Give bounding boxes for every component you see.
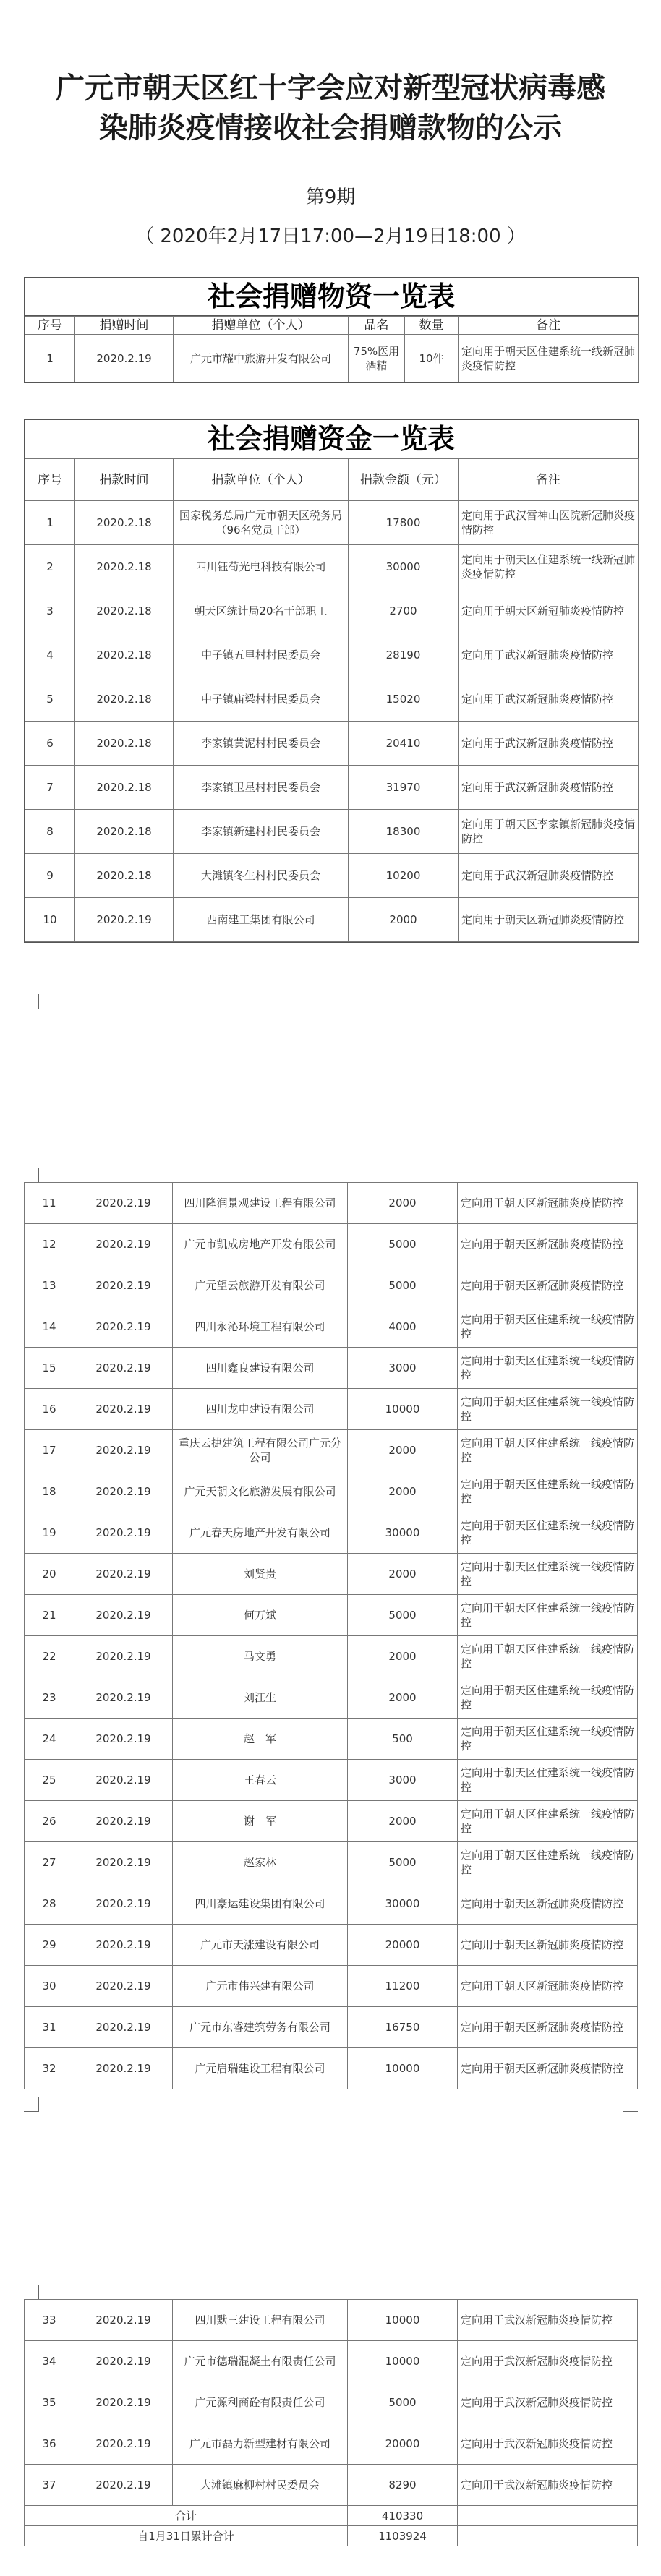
funds-cell-note: 定向用于朝天区住建系统一线疫情防控 bbox=[458, 1554, 638, 1595]
funds-cell-index: 26 bbox=[25, 1801, 74, 1842]
goods-table bbox=[25, 316, 639, 382]
table-row bbox=[25, 2300, 638, 2341]
table-row bbox=[25, 1883, 638, 1925]
goods-cell-note: 定向用于朝天区住建系统一线新冠肺炎疫情防控 bbox=[459, 335, 639, 382]
table-row bbox=[25, 1760, 638, 1801]
funds-cell-amount: 2000 bbox=[349, 898, 459, 942]
funds-cell-index: 15 bbox=[25, 1348, 74, 1389]
goods-cell-quantity: 10件 bbox=[405, 335, 459, 382]
funds-cell-note: 定向用于朝天区新冠肺炎疫情防控 bbox=[458, 2007, 638, 2048]
funds-cell-donor: 何万斌 bbox=[173, 1595, 348, 1636]
funds-cell-index: 6 bbox=[25, 722, 75, 766]
funds-cell-date: 2020.2.19 bbox=[74, 2382, 173, 2423]
funds-cell-donor: 四川龙申建设有限公司 bbox=[173, 1389, 348, 1430]
table-row bbox=[25, 1842, 638, 1883]
total-value: 410330 bbox=[348, 2506, 458, 2526]
funds-cell-donor: 中子镇五里村村民委员会 bbox=[174, 633, 349, 677]
funds-cell-note: 定向用于朝天区住建系统一线疫情防控 bbox=[458, 1348, 638, 1389]
title-line-2: 染肺炎疫情接收社会捐赠款物的公示 bbox=[99, 111, 562, 145]
page-corner-mark bbox=[24, 2097, 39, 2112]
funds-cell-note: 定向用于朝天区新冠肺炎疫情防控 bbox=[458, 1925, 638, 1966]
total-note bbox=[458, 2506, 638, 2526]
table-row bbox=[25, 1224, 638, 1265]
funds-cell-amount: 2000 bbox=[348, 1183, 458, 1224]
funds-cell-note: 定向用于朝天区住建系统一线疫情防控 bbox=[458, 1430, 638, 1471]
funds-table-page-3 bbox=[24, 2299, 638, 2546]
funds-cell-index: 2 bbox=[25, 545, 75, 589]
funds-cell-amount: 20410 bbox=[349, 722, 459, 766]
funds-cell-index: 4 bbox=[25, 633, 75, 677]
funds-cell-donor: 王春云 bbox=[173, 1760, 348, 1801]
funds-cell-note: 定向用于武汉新冠肺炎疫情防控 bbox=[459, 854, 639, 898]
funds-cell-index: 31 bbox=[25, 2007, 74, 2048]
cumulative-value: 1103924 bbox=[348, 2526, 458, 2546]
funds-cell-index: 32 bbox=[25, 2048, 74, 2089]
funds-cell-amount: 15020 bbox=[349, 677, 459, 722]
goods-cell-index: 1 bbox=[25, 335, 75, 382]
goods-header-row bbox=[25, 317, 639, 335]
funds-cell-amount: 2000 bbox=[348, 1554, 458, 1595]
funds-cell-note: 定向用于朝天区住建系统一线疫情防控 bbox=[458, 1677, 638, 1719]
page-corner-mark bbox=[623, 1168, 638, 1183]
funds-cell-amount: 2000 bbox=[348, 1677, 458, 1719]
funds-cell-index: 9 bbox=[25, 854, 75, 898]
funds-cell-donor: 大滩镇麻柳村村民委员会 bbox=[173, 2465, 348, 2506]
funds-cell-donor: 广元源利商砼有限责任公司 bbox=[173, 2382, 348, 2423]
funds-cell-amount: 2000 bbox=[348, 1636, 458, 1677]
funds-cell-note: 定向用于武汉新冠肺炎疫情防控 bbox=[458, 2465, 638, 2506]
funds-cell-index: 37 bbox=[25, 2465, 74, 2506]
funds-cell-donor: 广元市磊力新型建材有限公司 bbox=[173, 2423, 348, 2465]
goods-col-note: 备注 bbox=[459, 317, 639, 335]
funds-col-donor: 捐款单位（个人） bbox=[174, 459, 349, 501]
funds-cell-index: 29 bbox=[25, 1925, 74, 1966]
funds-table-page-2 bbox=[24, 1182, 638, 2089]
funds-cell-index: 33 bbox=[25, 2300, 74, 2341]
table-row bbox=[25, 1389, 638, 1430]
funds-cell-donor: 四川鑫良建设有限公司 bbox=[173, 1348, 348, 1389]
table-row bbox=[25, 810, 639, 854]
funds-cell-date: 2020.2.19 bbox=[74, 1430, 173, 1471]
goods-col-date: 捐赠时间 bbox=[75, 317, 174, 335]
funds-cell-donor: 四川钰荀光电科技有限公司 bbox=[174, 545, 349, 589]
funds-cell-amount: 3000 bbox=[348, 1760, 458, 1801]
funds-cell-amount: 2000 bbox=[348, 1471, 458, 1512]
funds-cell-amount: 10000 bbox=[348, 2300, 458, 2341]
table-row bbox=[25, 1183, 638, 1224]
total-label: 合计 bbox=[25, 2506, 348, 2526]
table-row bbox=[25, 1348, 638, 1389]
funds-cell-note: 定向用于朝天区新冠肺炎疫情防控 bbox=[458, 1265, 638, 1306]
funds-cell-date: 2020.2.18 bbox=[75, 545, 174, 589]
funds-cell-index: 34 bbox=[25, 2341, 74, 2382]
table-row bbox=[25, 633, 639, 677]
issue-number: 第9期 bbox=[305, 187, 356, 208]
funds-cell-index: 7 bbox=[25, 766, 75, 810]
funds-section bbox=[24, 419, 639, 943]
funds-cell-index: 5 bbox=[25, 677, 75, 722]
table-row bbox=[25, 898, 639, 942]
funds-cell-note: 定向用于武汉新冠肺炎疫情防控 bbox=[459, 633, 639, 677]
funds-cell-date: 2020.2.19 bbox=[74, 2465, 173, 2506]
funds-cell-amount: 4000 bbox=[348, 1306, 458, 1348]
funds-cell-date: 2020.2.19 bbox=[74, 1224, 173, 1265]
table-row bbox=[25, 1471, 638, 1512]
funds-cell-date: 2020.2.18 bbox=[75, 722, 174, 766]
funds-cell-amount: 10000 bbox=[348, 2048, 458, 2089]
funds-cell-donor: 广元市德瑞混凝土有限责任公司 bbox=[173, 2341, 348, 2382]
funds-cell-date: 2020.2.19 bbox=[74, 2300, 173, 2341]
table-row bbox=[25, 1512, 638, 1554]
funds-cell-date: 2020.2.19 bbox=[74, 2341, 173, 2382]
funds-cell-date: 2020.2.19 bbox=[74, 1265, 173, 1306]
funds-cell-date: 2020.2.19 bbox=[74, 1512, 173, 1554]
table-row bbox=[25, 589, 639, 633]
funds-cell-index: 25 bbox=[25, 1760, 74, 1801]
funds-cell-index: 16 bbox=[25, 1389, 74, 1430]
funds-cell-index: 28 bbox=[25, 1883, 74, 1925]
funds-cell-donor: 广元市凯成房地产开发有限公司 bbox=[173, 1224, 348, 1265]
funds-cell-amount: 16750 bbox=[348, 2007, 458, 2048]
table-row bbox=[25, 1966, 638, 2007]
table-row bbox=[25, 2423, 638, 2465]
funds-cell-date: 2020.2.19 bbox=[74, 1677, 173, 1719]
table-row bbox=[25, 2007, 638, 2048]
funds-cell-date: 2020.2.18 bbox=[75, 677, 174, 722]
funds-cell-date: 2020.2.18 bbox=[75, 810, 174, 854]
funds-cell-note: 定向用于朝天区住建系统一线疫情防控 bbox=[458, 1801, 638, 1842]
funds-cell-date: 2020.2.19 bbox=[74, 1719, 173, 1760]
funds-col-note: 备注 bbox=[459, 459, 639, 501]
funds-cell-note: 定向用于朝天区住建系统一线疫情防控 bbox=[458, 1636, 638, 1677]
funds-cell-index: 3 bbox=[25, 589, 75, 633]
funds-table-page-1 bbox=[25, 458, 639, 942]
table-row bbox=[25, 1306, 638, 1348]
cumulative-label: 自1月31日累计合计 bbox=[25, 2526, 348, 2546]
funds-cell-amount: 20000 bbox=[348, 1925, 458, 1966]
funds-cell-donor: 谢 军 bbox=[173, 1801, 348, 1842]
funds-cell-date: 2020.2.19 bbox=[74, 2048, 173, 2089]
funds-cell-donor: 刘贤贵 bbox=[173, 1554, 348, 1595]
funds-cell-amount: 20000 bbox=[348, 2423, 458, 2465]
funds-cell-amount: 5000 bbox=[348, 1842, 458, 1883]
funds-cell-amount: 5000 bbox=[348, 1265, 458, 1306]
funds-cell-donor: 李家镇黄泥村村民委员会 bbox=[174, 722, 349, 766]
funds-cell-note: 定向用于武汉新冠肺炎疫情防控 bbox=[458, 2423, 638, 2465]
funds-cell-donor: 广元春天房地产开发有限公司 bbox=[173, 1512, 348, 1554]
funds-cell-donor: 刘江生 bbox=[173, 1677, 348, 1719]
table-row bbox=[25, 1801, 638, 1842]
funds-cell-donor: 大滩镇冬生村村民委员会 bbox=[174, 854, 349, 898]
table-row bbox=[25, 766, 639, 810]
funds-cell-note: 定向用于武汉新冠肺炎疫情防控 bbox=[459, 722, 639, 766]
funds-cell-index: 11 bbox=[25, 1183, 74, 1224]
funds-cell-index: 21 bbox=[25, 1595, 74, 1636]
funds-cell-date: 2020.2.18 bbox=[75, 501, 174, 545]
funds-cell-note: 定向用于朝天区住建系统一线疫情防控 bbox=[458, 1842, 638, 1883]
funds-cell-amount: 30000 bbox=[349, 545, 459, 589]
funds-cell-amount: 2700 bbox=[349, 589, 459, 633]
goods-col-index: 序号 bbox=[25, 317, 75, 335]
funds-cell-date: 2020.2.19 bbox=[74, 2007, 173, 2048]
funds-cell-index: 19 bbox=[25, 1512, 74, 1554]
funds-cell-date: 2020.2.19 bbox=[74, 1966, 173, 2007]
funds-cell-amount: 8290 bbox=[348, 2465, 458, 2506]
funds-cell-amount: 10000 bbox=[348, 2341, 458, 2382]
funds-cell-date: 2020.2.19 bbox=[74, 2423, 173, 2465]
cumulative-row bbox=[25, 2526, 638, 2546]
funds-cell-donor: 广元市东睿建筑劳务有限公司 bbox=[173, 2007, 348, 2048]
funds-cell-donor: 四川永沁环境工程有限公司 bbox=[173, 1306, 348, 1348]
table-row bbox=[25, 1677, 638, 1719]
page-corner-mark bbox=[24, 2285, 39, 2300]
funds-cell-note: 定向用于朝天区住建系统一线新冠肺炎疫情防控 bbox=[459, 545, 639, 589]
table-row bbox=[25, 1595, 638, 1636]
funds-cell-donor: 赵家林 bbox=[173, 1842, 348, 1883]
funds-cell-amount: 5000 bbox=[348, 1224, 458, 1265]
funds-cell-donor: 广元启瑞建设工程有限公司 bbox=[173, 2048, 348, 2089]
funds-cell-amount: 500 bbox=[348, 1719, 458, 1760]
funds-cell-date: 2020.2.19 bbox=[74, 1760, 173, 1801]
funds-cell-date: 2020.2.18 bbox=[75, 633, 174, 677]
funds-cell-amount: 17800 bbox=[349, 501, 459, 545]
funds-cell-donor: 赵 军 bbox=[173, 1719, 348, 1760]
funds-cell-donor: 广元市伟兴建有限公司 bbox=[173, 1966, 348, 2007]
funds-cell-date: 2020.2.19 bbox=[74, 1636, 173, 1677]
table-row bbox=[25, 2382, 638, 2423]
funds-cell-donor: 中子镇庙梁村村民委员会 bbox=[174, 677, 349, 722]
funds-cell-note: 定向用于朝天区住建系统一线疫情防控 bbox=[458, 1512, 638, 1554]
period-range: （ 2020年2月17日17:00—2月19日18:00 ） bbox=[135, 226, 526, 247]
funds-col-date: 捐款时间 bbox=[75, 459, 174, 501]
funds-cell-note: 定向用于朝天区新冠肺炎疫情防控 bbox=[458, 1224, 638, 1265]
funds-cell-date: 2020.2.19 bbox=[75, 898, 174, 942]
funds-cell-index: 18 bbox=[25, 1471, 74, 1512]
funds-cell-donor: 广元市天涨建设有限公司 bbox=[173, 1925, 348, 1966]
funds-cell-date: 2020.2.19 bbox=[74, 1883, 173, 1925]
funds-cell-amount: 5000 bbox=[348, 1595, 458, 1636]
table-row bbox=[25, 1636, 638, 1677]
funds-cell-amount: 10200 bbox=[349, 854, 459, 898]
funds-cell-donor: 四川隆润景观建设工程有限公司 bbox=[173, 1183, 348, 1224]
funds-cell-date: 2020.2.19 bbox=[74, 1389, 173, 1430]
funds-cell-index: 22 bbox=[25, 1636, 74, 1677]
page-corner-mark bbox=[24, 994, 39, 1009]
goods-col-item: 品名 bbox=[349, 317, 405, 335]
funds-cell-donor: 四川默三建设工程有限公司 bbox=[173, 2300, 348, 2341]
goods-heading: 社会捐赠物资一览表 bbox=[25, 277, 638, 316]
funds-cell-donor: 李家镇卫星村村民委员会 bbox=[174, 766, 349, 810]
funds-cell-donor: 西南建工集团有限公司 bbox=[174, 898, 349, 942]
funds-cell-donor: 李家镇新建村村民委员会 bbox=[174, 810, 349, 854]
page-corner-mark bbox=[623, 2097, 638, 2112]
funds-cell-date: 2020.2.19 bbox=[74, 1348, 173, 1389]
page-corner-mark bbox=[623, 2285, 638, 2300]
goods-cell-donor: 广元市耀中旅游开发有限公司 bbox=[174, 335, 349, 382]
table-row bbox=[25, 2341, 638, 2382]
funds-cell-amount: 28190 bbox=[349, 633, 459, 677]
table-row bbox=[25, 1265, 638, 1306]
funds-cell-date: 2020.2.19 bbox=[74, 1925, 173, 1966]
funds-cell-note: 定向用于武汉新冠肺炎疫情防控 bbox=[458, 2382, 638, 2423]
funds-cell-index: 27 bbox=[25, 1842, 74, 1883]
funds-cell-note: 定向用于朝天区住建系统一线疫情防控 bbox=[458, 1471, 638, 1512]
funds-header-row bbox=[25, 459, 639, 501]
funds-cell-donor: 朝天区统计局20名干部职工 bbox=[174, 589, 349, 633]
funds-cell-note: 定向用于朝天区新冠肺炎疫情防控 bbox=[459, 898, 639, 942]
funds-cell-date: 2020.2.19 bbox=[74, 1801, 173, 1842]
funds-cell-amount: 2000 bbox=[348, 1430, 458, 1471]
goods-col-donor: 捐赠单位（个人） bbox=[174, 317, 349, 335]
funds-cell-date: 2020.2.18 bbox=[75, 766, 174, 810]
funds-cell-note: 定向用于朝天区住建系统一线疫情防控 bbox=[458, 1760, 638, 1801]
funds-cell-date: 2020.2.19 bbox=[74, 1306, 173, 1348]
funds-cell-donor: 广元望云旅游开发有限公司 bbox=[173, 1265, 348, 1306]
funds-cell-note: 定向用于朝天区新冠肺炎疫情防控 bbox=[458, 1883, 638, 1925]
funds-cell-amount: 5000 bbox=[348, 2382, 458, 2423]
funds-heading: 社会捐赠资金一览表 bbox=[25, 419, 638, 458]
funds-cell-date: 2020.2.18 bbox=[75, 854, 174, 898]
funds-cell-amount: 10000 bbox=[348, 1389, 458, 1430]
funds-cell-donor: 重庆云捷建筑工程有限公司广元分公司 bbox=[173, 1430, 348, 1471]
funds-cell-amount: 30000 bbox=[348, 1512, 458, 1554]
table-row bbox=[25, 677, 639, 722]
table-row bbox=[25, 2048, 638, 2089]
goods-col-quantity: 数量 bbox=[405, 317, 459, 335]
funds-cell-note: 定向用于朝天区住建系统一线疫情防控 bbox=[458, 1719, 638, 1760]
page-corner-mark bbox=[24, 1168, 39, 1183]
funds-cell-note: 定向用于朝天区新冠肺炎疫情防控 bbox=[458, 2048, 638, 2089]
funds-cell-note: 定向用于武汉新冠肺炎疫情防控 bbox=[458, 2341, 638, 2382]
table-row bbox=[25, 1719, 638, 1760]
table-row bbox=[25, 545, 639, 589]
cumulative-note bbox=[458, 2526, 638, 2546]
table-row bbox=[25, 1554, 638, 1595]
funds-cell-date: 2020.2.19 bbox=[74, 1842, 173, 1883]
funds-cell-note: 定向用于朝天区新冠肺炎疫情防控 bbox=[459, 589, 639, 633]
table-row bbox=[25, 501, 639, 545]
funds-cell-donor: 广元天朝文化旅游发展有限公司 bbox=[173, 1471, 348, 1512]
table-row bbox=[25, 1925, 638, 1966]
funds-cell-amount: 30000 bbox=[348, 1883, 458, 1925]
funds-cell-donor: 国家税务总局广元市朝天区税务局（96名党员干部） bbox=[174, 501, 349, 545]
table-row bbox=[25, 1430, 638, 1471]
funds-cell-note: 定向用于朝天区新冠肺炎疫情防控 bbox=[458, 1966, 638, 2007]
funds-cell-amount: 18300 bbox=[349, 810, 459, 854]
funds-col-index: 序号 bbox=[25, 459, 75, 501]
total-row bbox=[25, 2506, 638, 2526]
goods-section bbox=[24, 277, 639, 383]
funds-cell-date: 2020.2.18 bbox=[75, 589, 174, 633]
funds-cell-index: 30 bbox=[25, 1966, 74, 2007]
funds-cell-note: 定向用于朝天区住建系统一线疫情防控 bbox=[458, 1389, 638, 1430]
title-line-1: 广元市朝天区红十字会应对新型冠状病毒感 bbox=[56, 72, 605, 105]
funds-col-amount: 捐款金额（元） bbox=[349, 459, 459, 501]
funds-cell-index: 1 bbox=[25, 501, 75, 545]
funds-cell-index: 8 bbox=[25, 810, 75, 854]
funds-cell-note: 定向用于武汉新冠肺炎疫情防控 bbox=[459, 766, 639, 810]
funds-cell-amount: 11200 bbox=[348, 1966, 458, 2007]
funds-cell-note: 定向用于朝天区住建系统一线疫情防控 bbox=[458, 1306, 638, 1348]
funds-cell-note: 定向用于武汉雷神山医院新冠肺炎疫情防控 bbox=[459, 501, 639, 545]
funds-cell-note: 定向用于朝天区住建系统一线疫情防控 bbox=[458, 1595, 638, 1636]
funds-cell-index: 35 bbox=[25, 2382, 74, 2423]
funds-cell-donor: 四川豪运建设集团有限公司 bbox=[173, 1883, 348, 1925]
funds-cell-amount: 2000 bbox=[348, 1801, 458, 1842]
table-row bbox=[25, 2465, 638, 2506]
table-row bbox=[25, 335, 639, 382]
funds-cell-note: 定向用于武汉新冠肺炎疫情防控 bbox=[458, 2300, 638, 2341]
funds-cell-date: 2020.2.19 bbox=[74, 1595, 173, 1636]
table-row bbox=[25, 854, 639, 898]
funds-cell-index: 23 bbox=[25, 1677, 74, 1719]
funds-cell-index: 36 bbox=[25, 2423, 74, 2465]
funds-cell-index: 14 bbox=[25, 1306, 74, 1348]
funds-cell-index: 10 bbox=[25, 898, 75, 942]
funds-cell-note: 定向用于朝天区李家镇新冠肺炎疫情防控 bbox=[459, 810, 639, 854]
funds-cell-index: 13 bbox=[25, 1265, 74, 1306]
goods-cell-item: 75%医用酒精 bbox=[349, 335, 405, 382]
table-row bbox=[25, 722, 639, 766]
funds-cell-amount: 3000 bbox=[348, 1348, 458, 1389]
funds-cell-index: 17 bbox=[25, 1430, 74, 1471]
funds-cell-index: 24 bbox=[25, 1719, 74, 1760]
funds-cell-date: 2020.2.19 bbox=[74, 1471, 173, 1512]
funds-cell-index: 12 bbox=[25, 1224, 74, 1265]
funds-cell-donor: 马文勇 bbox=[173, 1636, 348, 1677]
funds-cell-note: 定向用于朝天区新冠肺炎疫情防控 bbox=[458, 1183, 638, 1224]
funds-cell-amount: 31970 bbox=[349, 766, 459, 810]
goods-cell-date: 2020.2.19 bbox=[75, 335, 174, 382]
funds-cell-index: 20 bbox=[25, 1554, 74, 1595]
funds-cell-date: 2020.2.19 bbox=[74, 1183, 173, 1224]
funds-cell-note: 定向用于武汉新冠肺炎疫情防控 bbox=[459, 677, 639, 722]
page-corner-mark bbox=[623, 994, 638, 1009]
funds-cell-date: 2020.2.19 bbox=[74, 1554, 173, 1595]
